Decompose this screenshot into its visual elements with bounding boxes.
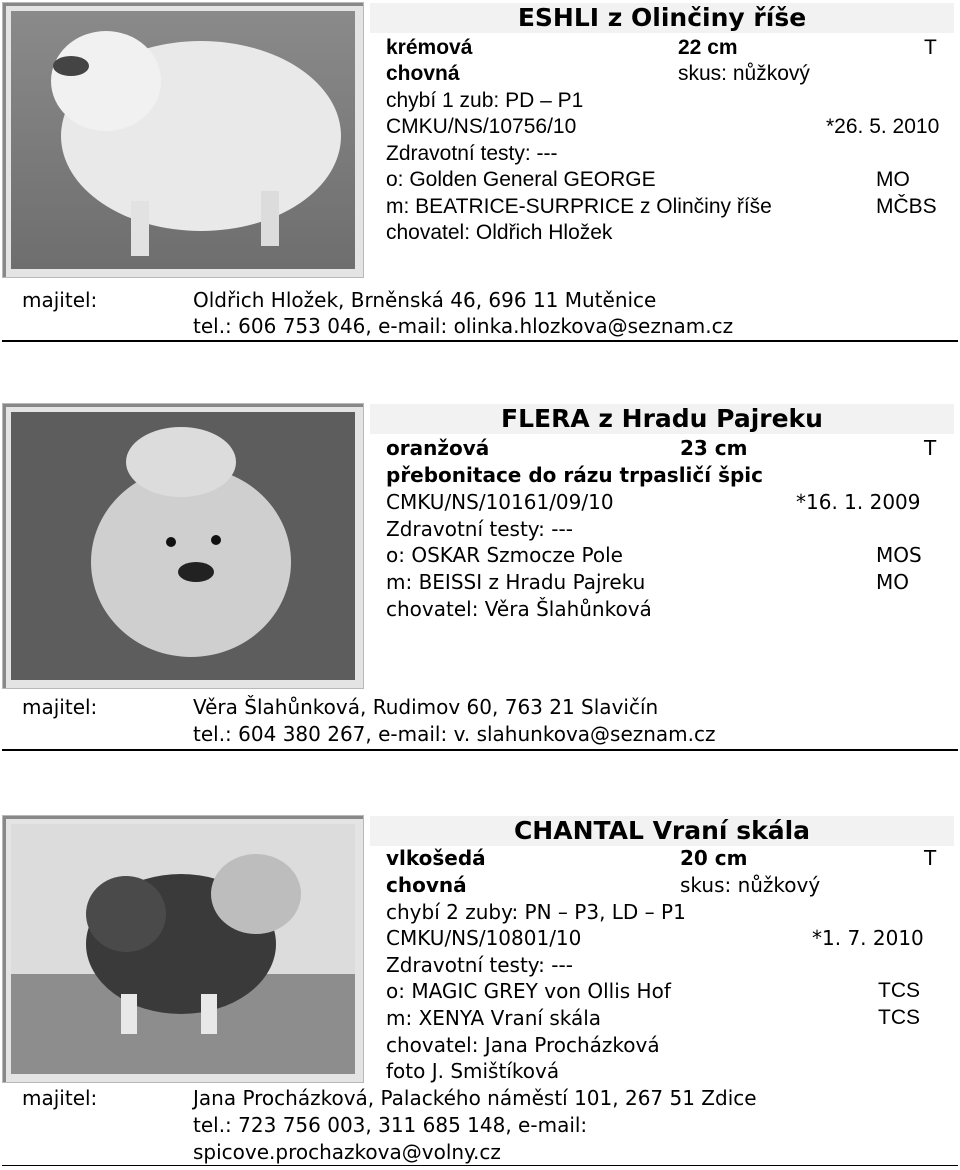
owner-label: majitel: <box>22 288 98 312</box>
dog-entry-flera <box>0 400 960 760</box>
mother-title: MČBS <box>876 195 937 218</box>
dog-color: vlkošedá <box>386 846 486 870</box>
dog-name: ESHLI z Olinčiny říše <box>370 3 954 33</box>
dog-color: oranžová <box>386 436 490 460</box>
dog-height: 22 cm <box>678 36 738 59</box>
dog-photo-frame <box>2 2 364 278</box>
father-title: MOS <box>876 543 922 567</box>
dog-height: 23 cm <box>680 436 748 460</box>
size-class: T <box>924 846 937 870</box>
mother-title: TCS <box>878 1006 920 1029</box>
breeder: chovatel: Věra Šlahůnková <box>386 597 652 621</box>
birth-date: *16. 1. 2009 <box>796 490 921 514</box>
registry-number: CMKU/NS/10161/09/10 <box>386 490 614 514</box>
owner-contact: tel.: 604 380 267, e-mail: v. slahunkova@seznam.cz <box>193 722 716 746</box>
dog-name: FLERA z Hradu Pajreku <box>370 404 954 434</box>
missing-teeth: chybí 1 zub: PD – P1 <box>386 89 584 112</box>
mother: m: BEISSI z Hradu Pajreku <box>386 570 646 594</box>
birth-date: *1. 7. 2010 <box>812 926 924 950</box>
size-class: T <box>924 436 937 460</box>
dog-photo <box>11 412 355 680</box>
dog-photo-frame <box>2 403 364 689</box>
bite: skus: nůžkový <box>680 873 821 897</box>
health-tests: Zdravotní testy: --- <box>386 142 558 165</box>
father: o: Golden General GEORGE <box>386 168 656 191</box>
registry-number: CMKU/NS/10756/10 <box>386 115 577 138</box>
owner-address: Oldřich Hložek, Brněnská 46, 696 11 Mutěnice <box>193 288 657 312</box>
owner-label: majitel: <box>22 695 98 719</box>
father: o: OSKAR Szmocze Pole <box>386 543 623 567</box>
birth-date: *26. 5. 2010 <box>826 115 940 138</box>
show-note: přebonitace do rázu trpasličí špic <box>386 463 764 487</box>
health-tests: Zdravotní testy: --- <box>386 517 573 541</box>
mother: m: XENYA Vraní skála <box>386 1006 602 1030</box>
dog-height: 20 cm <box>680 846 748 870</box>
divider <box>2 340 958 342</box>
dog-entry-eshli <box>0 0 960 345</box>
father-title: TCS <box>878 979 920 1002</box>
dog-photo-frame <box>2 815 364 1083</box>
size-class: T <box>924 36 937 59</box>
dog-photo <box>11 824 355 1074</box>
divider <box>2 749 958 751</box>
mother: m: BEATRICE-SURPRICE z Olinčiny říše <box>386 195 772 218</box>
father: o: MAGIC GREY von Ollis Hof <box>386 979 671 1003</box>
missing-teeth: chybí 2 zuby: PN – P3, LD – P1 <box>386 900 686 924</box>
photo-credit: foto J. Smištíková <box>386 1059 560 1083</box>
breeder: chovatel: Oldřich Hložek <box>386 221 613 244</box>
dog-entry-chantal <box>0 812 960 1170</box>
health-tests: Zdravotní testy: --- <box>386 953 573 977</box>
bite: skus: nůžkový <box>678 62 810 85</box>
owner-address: Jana Procházková, Palackého náměstí 101, 267 51 Zdice <box>193 1086 757 1110</box>
father-title: MO <box>876 168 910 191</box>
breeding-status: chovná <box>386 62 460 85</box>
dog-color: krémová <box>386 36 473 59</box>
dog-photo <box>11 11 355 269</box>
owner-address: Věra Šlahůnková, Rudimov 60, 763 21 Slavičín <box>193 695 659 719</box>
breeder: chovatel: Jana Procházková <box>386 1033 660 1057</box>
owner-contact: tel.: 606 753 046, e-mail: olinka.hlozkova@seznam.cz <box>193 314 734 338</box>
breeding-status: chovná <box>386 873 467 897</box>
owner-phone: tel.: 723 756 003, 311 685 148, e-mail: <box>193 1113 588 1137</box>
owner-label: majitel: <box>22 1086 98 1110</box>
mother-title: MO <box>876 570 909 594</box>
owner-email: spicove.prochazkova@volny.cz <box>193 1140 501 1164</box>
divider <box>2 1165 958 1166</box>
dog-name: CHANTAL Vraní skála <box>370 816 954 846</box>
registry-number: CMKU/NS/10801/10 <box>386 926 582 950</box>
